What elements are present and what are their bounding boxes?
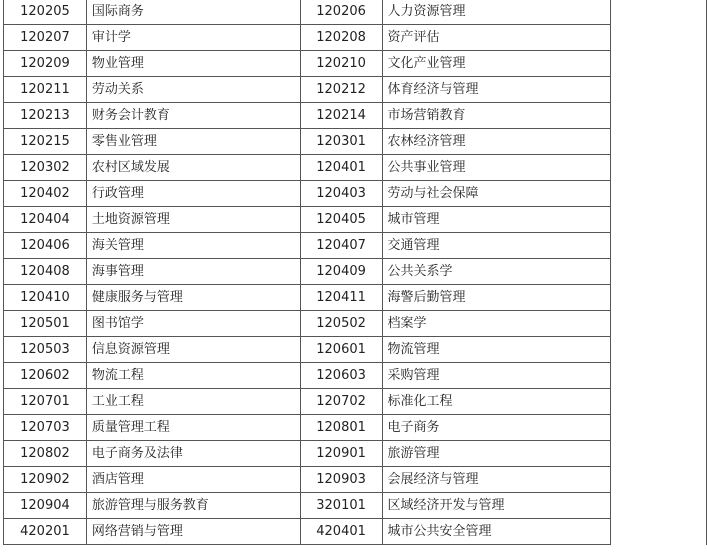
empty-cell [611,493,707,519]
table-row [4,441,707,467]
table-row [4,77,707,103]
major-name-cell: 物业管理 [86,51,300,77]
major-code-cell: 120302 [4,155,87,181]
table-row [4,415,707,441]
empty-cell [611,181,707,207]
major-code-cell: 120410 [4,285,87,311]
table-row [4,0,707,25]
major-code-cell: 120301 [300,129,382,155]
major-name-cell: 体育经济与管理 [382,77,611,103]
major-code-cell: 120407 [300,233,382,259]
major-code-cell: 120601 [300,337,382,363]
major-code-cell: 120209 [4,51,87,77]
major-name-cell: 劳动关系 [86,77,300,103]
table-row [4,103,707,129]
table-row [4,207,707,233]
major-name-cell: 公共关系学 [382,259,611,285]
major-code-cell: 120408 [4,259,87,285]
major-name-cell: 海警后勤管理 [382,285,611,311]
table-row [4,493,707,519]
major-name-cell: 标准化工程 [382,389,611,415]
major-code-cell: 120210 [300,51,382,77]
table-row [4,51,707,77]
empty-cell [611,363,707,389]
major-name-cell: 工业工程 [86,389,300,415]
major-code-cell: 320101 [300,493,382,519]
major-name-cell: 采购管理 [382,363,611,389]
major-code-cell: 120902 [4,467,87,493]
table-row [4,259,707,285]
major-code-cell: 120215 [4,129,87,155]
table-row [4,25,707,51]
major-name-cell: 人力资源管理 [382,0,611,25]
major-name-cell: 交通管理 [382,233,611,259]
major-name-cell: 旅游管理 [382,441,611,467]
major-code-cell: 120401 [300,155,382,181]
major-name-cell: 城市公共安全管理 [382,519,611,545]
major-code-cell: 120406 [4,233,87,259]
major-code-cell: 120212 [300,77,382,103]
major-code-cell: 120901 [300,441,382,467]
major-name-cell: 质量管理工程 [86,415,300,441]
major-name-cell: 公共事业管理 [382,155,611,181]
major-code-cell: 120411 [300,285,382,311]
major-code-cell: 120602 [4,363,87,389]
table-row [4,311,707,337]
major-code-cell: 120501 [4,311,87,337]
table-row [4,519,707,545]
table-row [4,233,707,259]
empty-cell [611,77,707,103]
major-code-cell: 120403 [300,181,382,207]
major-code-cell: 420201 [4,519,87,545]
major-name-cell: 电子商务 [382,415,611,441]
empty-cell [611,259,707,285]
major-code-cell: 120409 [300,259,382,285]
empty-cell [611,467,707,493]
major-code-cell: 120405 [300,207,382,233]
major-name-cell: 零售业管理 [86,129,300,155]
empty-cell [611,285,707,311]
major-name-cell: 旅游管理与服务教育 [86,493,300,519]
major-code-cell: 120207 [4,25,87,51]
empty-cell [611,25,707,51]
major-code-cell: 120801 [300,415,382,441]
empty-cell [611,207,707,233]
empty-cell [611,103,707,129]
major-code-cell: 120904 [4,493,87,519]
major-code-cell: 120205 [4,0,87,25]
major-name-cell: 区域经济开发与管理 [382,493,611,519]
empty-cell [611,519,707,545]
table-row [4,155,707,181]
major-name-cell: 审计学 [86,25,300,51]
majors-table-body [4,0,707,545]
major-code-cell: 120213 [4,103,87,129]
major-name-cell: 市场营销教育 [382,103,611,129]
table-row [4,467,707,493]
major-name-cell: 城市管理 [382,207,611,233]
major-code-cell: 120701 [4,389,87,415]
major-name-cell: 酒店管理 [86,467,300,493]
major-code-cell: 120603 [300,363,382,389]
major-code-cell: 120502 [300,311,382,337]
major-code-cell: 120211 [4,77,87,103]
empty-cell [611,51,707,77]
major-name-cell: 物流管理 [382,337,611,363]
table-row [4,181,707,207]
major-name-cell: 财务会计教育 [86,103,300,129]
empty-cell [611,415,707,441]
major-name-cell: 劳动与社会保障 [382,181,611,207]
major-code-cell: 120702 [300,389,382,415]
major-name-cell: 资产评估 [382,25,611,51]
major-name-cell: 文化产业管理 [382,51,611,77]
major-name-cell: 健康服务与管理 [86,285,300,311]
major-code-cell: 120404 [4,207,87,233]
major-name-cell: 海关管理 [86,233,300,259]
empty-cell [611,311,707,337]
empty-cell [611,389,707,415]
table-row [4,337,707,363]
major-name-cell: 会展经济与管理 [382,467,611,493]
major-name-cell: 行政管理 [86,181,300,207]
major-name-cell: 图书馆学 [86,311,300,337]
major-name-cell: 农村区域发展 [86,155,300,181]
empty-cell [611,337,707,363]
major-name-cell: 土地资源管理 [86,207,300,233]
major-code-cell: 120214 [300,103,382,129]
major-code-cell: 120206 [300,0,382,25]
major-code-cell: 120703 [4,415,87,441]
major-name-cell: 档案学 [382,311,611,337]
major-name-cell: 国际商务 [86,0,300,25]
major-code-cell: 420401 [300,519,382,545]
major-code-cell: 120503 [4,337,87,363]
empty-cell [611,0,707,25]
major-name-cell: 农林经济管理 [382,129,611,155]
major-name-cell: 电子商务及法律 [86,441,300,467]
empty-cell [611,233,707,259]
table-row [4,129,707,155]
major-name-cell: 海事管理 [86,259,300,285]
empty-cell [611,441,707,467]
major-name-cell: 信息资源管理 [86,337,300,363]
major-name-cell: 物流工程 [86,363,300,389]
empty-cell [611,129,707,155]
major-code-cell: 120208 [300,25,382,51]
majors-table [3,0,707,545]
table-row [4,285,707,311]
major-name-cell: 网络营销与管理 [86,519,300,545]
table-row [4,363,707,389]
empty-cell [611,155,707,181]
major-code-cell: 120903 [300,467,382,493]
table-row [4,389,707,415]
major-code-cell: 120402 [4,181,87,207]
major-code-cell: 120802 [4,441,87,467]
